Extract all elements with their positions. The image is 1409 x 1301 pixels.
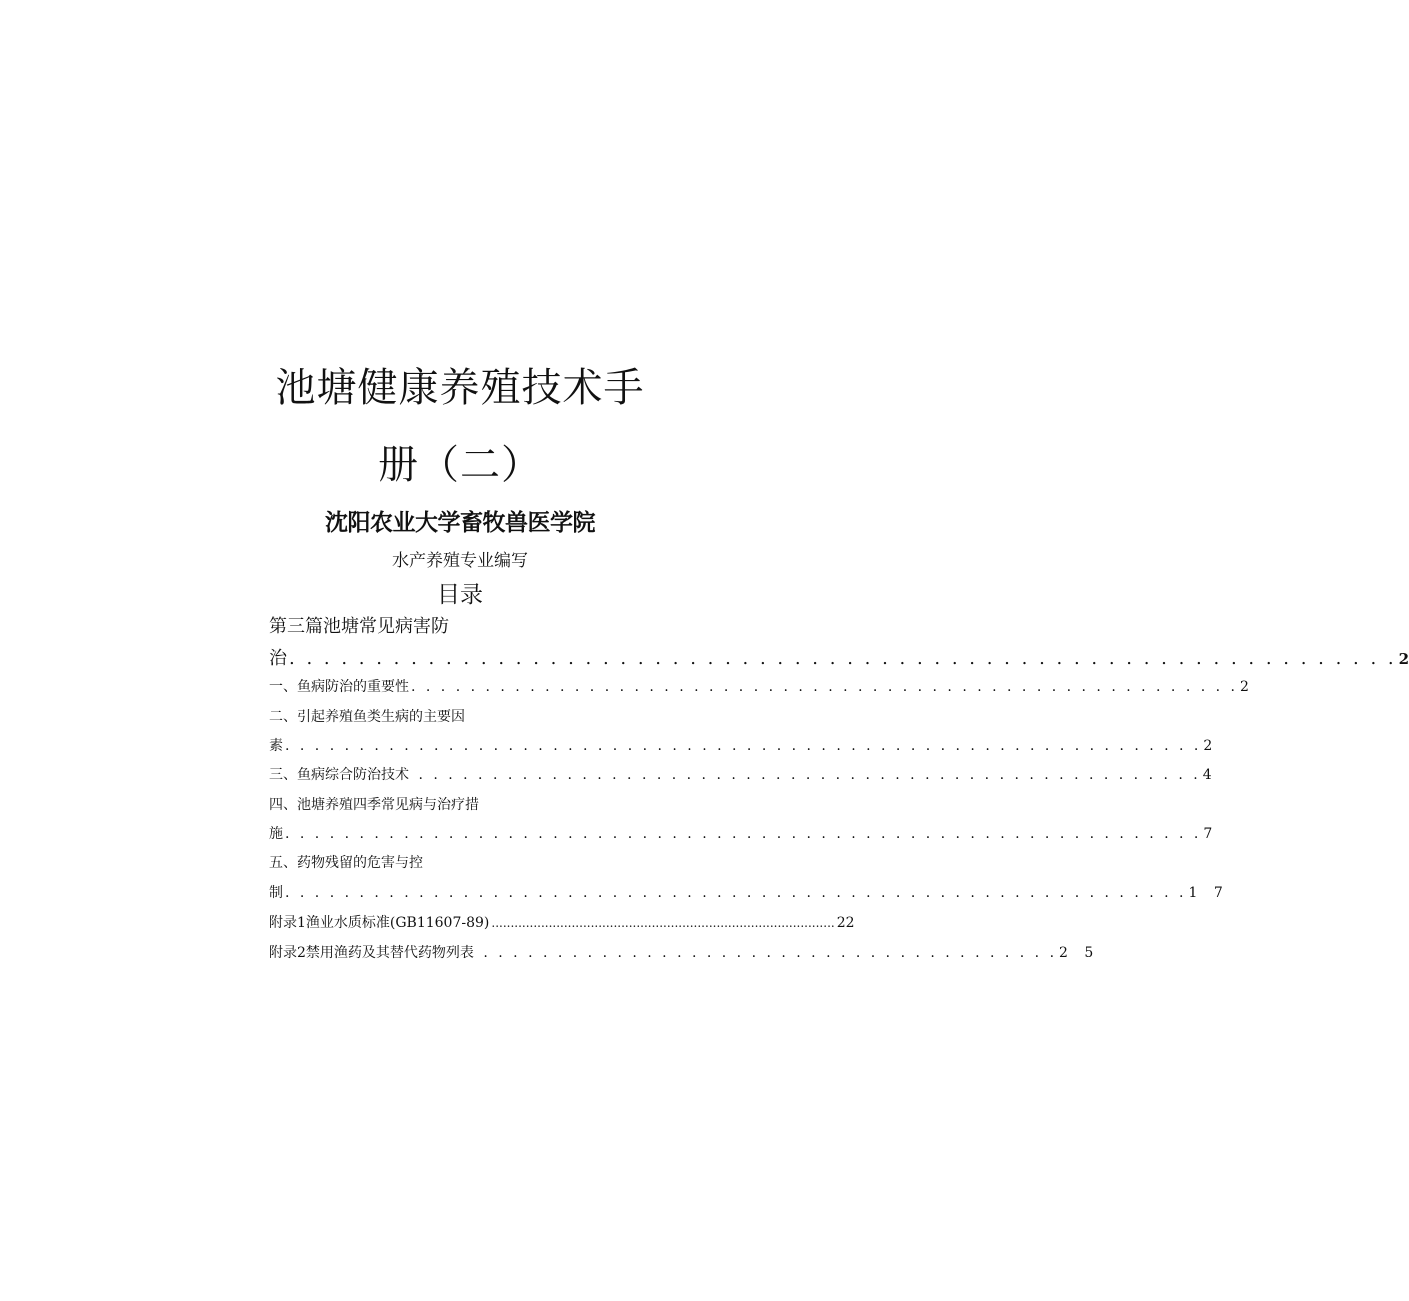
toc-entry-text: 一、鱼病防治的重要性 — [269, 679, 409, 695]
toc-page-number: 2 — [1239, 679, 1249, 695]
toc-leader-dots: . . . . . . . . . . . . . . . . . . . . . . . . . . . . . . . . . . . . . . . . . . . . . . . . . . . . . . . . . . . . . . — [285, 738, 1202, 754]
toc-leader-dots: . . . . . . . . . . . . . . . . . . . . . . . . . . . . . . . . . . . . . . . . . . . . . . . . . . . . . . . . — [411, 679, 1238, 695]
toc-entry-text: 施 — [269, 826, 283, 842]
toc-page-number: 22 — [836, 915, 855, 931]
toc-page-number: 2 — [1203, 738, 1213, 754]
toc-entry-1[interactable] — [269, 676, 1249, 696]
toc-entry-4[interactable] — [269, 823, 1213, 843]
toc-page-number: 7 — [1203, 826, 1213, 842]
toc-entry-appendix-1[interactable] — [269, 912, 855, 932]
toc-entry-text: 素 — [269, 738, 283, 754]
institution-name: 沈阳农业大学畜牧兽医学院 — [325, 510, 595, 536]
toc-leader-dots: . . . . . . . . . . . . . . . . . . . . . . . . . . . . . . . . . . . . . . . . . . . . . . . . . . . . . — [411, 767, 1201, 783]
toc-heading: 目录 — [437, 582, 483, 608]
toc-entry-5[interactable] — [269, 882, 1223, 902]
toc-entry-text: 治 — [269, 648, 287, 669]
toc-entry-text: 附录1渔业水质标准(GB11607-89) — [269, 915, 490, 931]
author-note: 水产养殖专业编写 — [392, 551, 528, 571]
toc-leader-dots: .......................................................................................... — [491, 916, 835, 930]
toc-entry-5-line1: 五、药物残留的危害与控 — [269, 855, 423, 871]
toc-entry-text: 制 — [269, 885, 283, 901]
toc-entry-4-line1: 四、池塘养殖四季常见病与治疗措 — [269, 797, 479, 813]
toc-page-number: 2 5 — [1059, 945, 1094, 961]
toc-entry-text: 附录2禁用渔药及其替代药物列表 — [269, 945, 474, 961]
toc-entry-text: 三、鱼病综合防治技术 — [269, 767, 409, 783]
document-title-line-1: 池塘健康养殖技术手 — [275, 365, 645, 411]
toc-leader-dots: . . . . . . . . . . . . . . . . . . . . . . . . . . . . . . . . . . . . . . . . . . . . . . . . . . . . . . . . . . . . . . . . — [289, 648, 1397, 669]
toc-page-number: 2 — [1398, 650, 1409, 668]
toc-page-number: 4 — [1202, 767, 1212, 783]
toc-entry-2-line1: 二、引起养殖鱼类生病的主要因 — [269, 709, 465, 725]
toc-entry-2[interactable] — [269, 735, 1213, 755]
toc-leader-dots: . . . . . . . . . . . . . . . . . . . . . . . . . . . . . . . . . . . . . . . — [475, 945, 1058, 961]
toc-entry-3[interactable] — [269, 764, 1212, 784]
toc-leader-dots: . . . . . . . . . . . . . . . . . . . . . . . . . . . . . . . . . . . . . . . . . . . . . . . . . . . . . . . . . . . . . — [285, 885, 1187, 901]
toc-page-number: 1 7 — [1188, 885, 1223, 901]
toc-entry-part3[interactable] — [269, 644, 1409, 670]
toc-part3-title-line1: 第三篇池塘常见病害防 — [269, 616, 449, 637]
toc-leader-dots: . . . . . . . . . . . . . . . . . . . . . . . . . . . . . . . . . . . . . . . . . . . . . . . . . . . . . . . . . . . . . . — [285, 826, 1202, 842]
toc-entry-appendix-2[interactable] — [269, 942, 1094, 962]
document-title-line-2: 册（二） — [378, 442, 542, 488]
